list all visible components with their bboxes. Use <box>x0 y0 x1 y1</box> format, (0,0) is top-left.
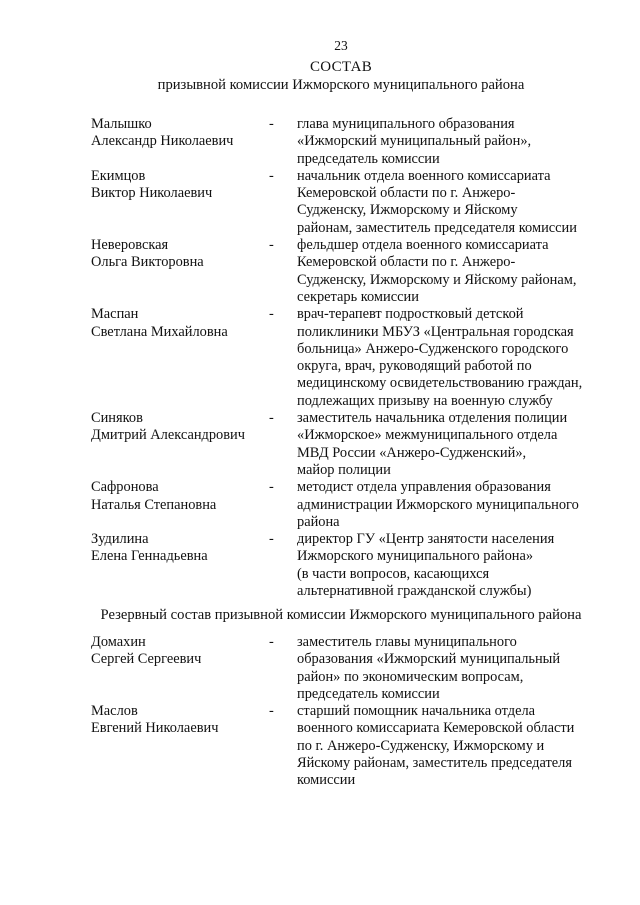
member-entry <box>91 410 611 479</box>
role-line: альтернативной гражданской службы) <box>297 583 532 600</box>
role-line: район» по экономическим вопросам, <box>297 668 524 685</box>
separator-dash: - <box>269 116 274 132</box>
member-role <box>297 116 611 168</box>
reserve-section-heading: Резервный состав призывной комиссии Ижморского муниципального района <box>100 607 582 623</box>
member-role <box>297 237 611 306</box>
role-line: военного комиссариата Кемеровской области <box>297 720 575 737</box>
role-line: председатель комиссии <box>297 685 440 702</box>
member-role <box>297 703 611 789</box>
commission-members-list <box>91 116 611 600</box>
page-number: 23 <box>334 38 348 53</box>
separator-dash: - <box>269 531 274 548</box>
role-line: Кемеровской области по г. Анжеро- <box>297 185 516 202</box>
member-given-names: Светлана Михайловна <box>91 323 228 340</box>
separator-dash: - <box>269 703 274 720</box>
member-role <box>297 634 611 703</box>
member-name <box>91 410 269 445</box>
role-line: Кемеровской области по г. Анжеро- <box>297 254 516 271</box>
member-role <box>297 479 611 531</box>
member-surname: Маслов <box>91 703 138 720</box>
member-name <box>91 306 269 341</box>
role-line: поликлиники МБУЗ «Центральная городская <box>297 323 574 340</box>
role-line: директор ГУ «Центр занятости населения <box>297 531 555 548</box>
member-name <box>91 703 269 738</box>
member-role <box>297 168 611 237</box>
member-surname: Зудилина <box>91 531 149 548</box>
member-given-names: Дмитрий Александрович <box>91 427 245 444</box>
role-line: МВД России «Анжеро-Судженский», <box>297 444 527 461</box>
member-surname: Малышко <box>91 116 152 132</box>
separator-dash: - <box>269 479 274 496</box>
role-line: администрации Ижморского муниципального <box>297 496 579 513</box>
role-line: фельдшер отдела военного комиссариата <box>297 237 549 254</box>
member-given-names: Наталья Степановна <box>91 496 217 513</box>
member-name <box>91 168 269 203</box>
member-given-names: Евгений Николаевич <box>91 720 219 737</box>
member-given-names: Александр Николаевич <box>91 133 234 150</box>
member-surname: Маспан <box>91 306 139 323</box>
role-line: больница» Анжеро-Судженского городского <box>297 340 569 357</box>
separator-dash: - <box>269 306 274 323</box>
member-name <box>91 531 269 566</box>
member-entry <box>91 479 611 531</box>
role-line: медицинскому освидетельствованию граждан, <box>297 375 583 392</box>
role-line: старший помощник начальника отдела <box>297 703 536 720</box>
member-surname: Екимцов <box>91 167 146 184</box>
member-entry <box>91 634 611 703</box>
separator-dash: - <box>269 167 274 184</box>
member-name <box>91 237 269 272</box>
member-given-names: Елена Геннадьевна <box>91 548 208 565</box>
member-entry <box>91 703 611 789</box>
member-surname: Домахин <box>91 634 146 650</box>
role-line: Яйскому районам, заместитель председателя <box>297 755 572 772</box>
member-name <box>91 634 269 669</box>
member-surname: Неверовская <box>91 237 169 254</box>
role-line: по г. Анжеро-Судженску, Ижморскому и <box>297 737 545 754</box>
separator-dash: - <box>269 634 274 650</box>
role-line: округа, врач, руководящий работой по <box>297 358 532 375</box>
role-line: майор полиции <box>297 461 391 478</box>
role-line: начальник отдела военного комиссариата <box>297 167 551 184</box>
separator-dash: - <box>269 410 274 427</box>
member-given-names: Виктор Николаевич <box>91 185 213 202</box>
member-entry <box>91 237 611 306</box>
role-line: глава муниципального образования <box>297 116 515 132</box>
role-line: комиссии <box>297 772 356 789</box>
member-entry <box>91 306 611 410</box>
member-entry <box>91 116 611 168</box>
role-line: заместитель главы муниципального <box>297 634 517 650</box>
role-line: «Ижморский муниципальный район», <box>297 133 532 150</box>
reserve-members-list <box>91 634 611 790</box>
member-entry <box>91 531 611 600</box>
member-role <box>297 531 611 600</box>
role-line: заместитель начальника отделения полиции <box>297 410 568 427</box>
member-given-names: Сергей Сергеевич <box>91 651 202 668</box>
role-line: образования «Ижморский муниципальный <box>297 651 561 668</box>
separator-dash: - <box>269 237 274 254</box>
role-line: методист отдела управления образования <box>297 479 551 496</box>
role-line: врач-терапевт подростковый детской <box>297 306 524 323</box>
role-line: председатель комиссии <box>297 150 440 167</box>
role-line: «Ижморское» межмуниципального отдела <box>297 427 558 444</box>
member-name <box>91 116 269 151</box>
member-role <box>297 410 611 479</box>
role-line: (в части вопросов, касающихся <box>297 565 490 582</box>
member-surname: Сафронова <box>91 479 159 496</box>
member-entry <box>91 168 611 237</box>
document-title: СОСТАВ <box>309 59 373 75</box>
role-line: Ижморского муниципального района» <box>297 548 534 565</box>
role-line: района <box>297 513 340 530</box>
role-line: Судженску, Ижморскому и Яйскому районам, <box>297 271 577 288</box>
role-line: районам, заместитель председателя комиссии <box>297 219 577 236</box>
role-line: подлежащих призыву на военную службу <box>297 392 553 409</box>
member-role <box>297 306 611 410</box>
role-line: Судженску, Ижморскому и Яйскому <box>297 202 518 219</box>
document-subtitle: призывной комиссии Ижморского муниципального района <box>157 77 525 93</box>
member-name <box>91 479 269 514</box>
member-surname: Синяков <box>91 410 143 427</box>
member-given-names: Ольга Викторовна <box>91 254 204 271</box>
role-line: секретарь комиссии <box>297 288 419 305</box>
